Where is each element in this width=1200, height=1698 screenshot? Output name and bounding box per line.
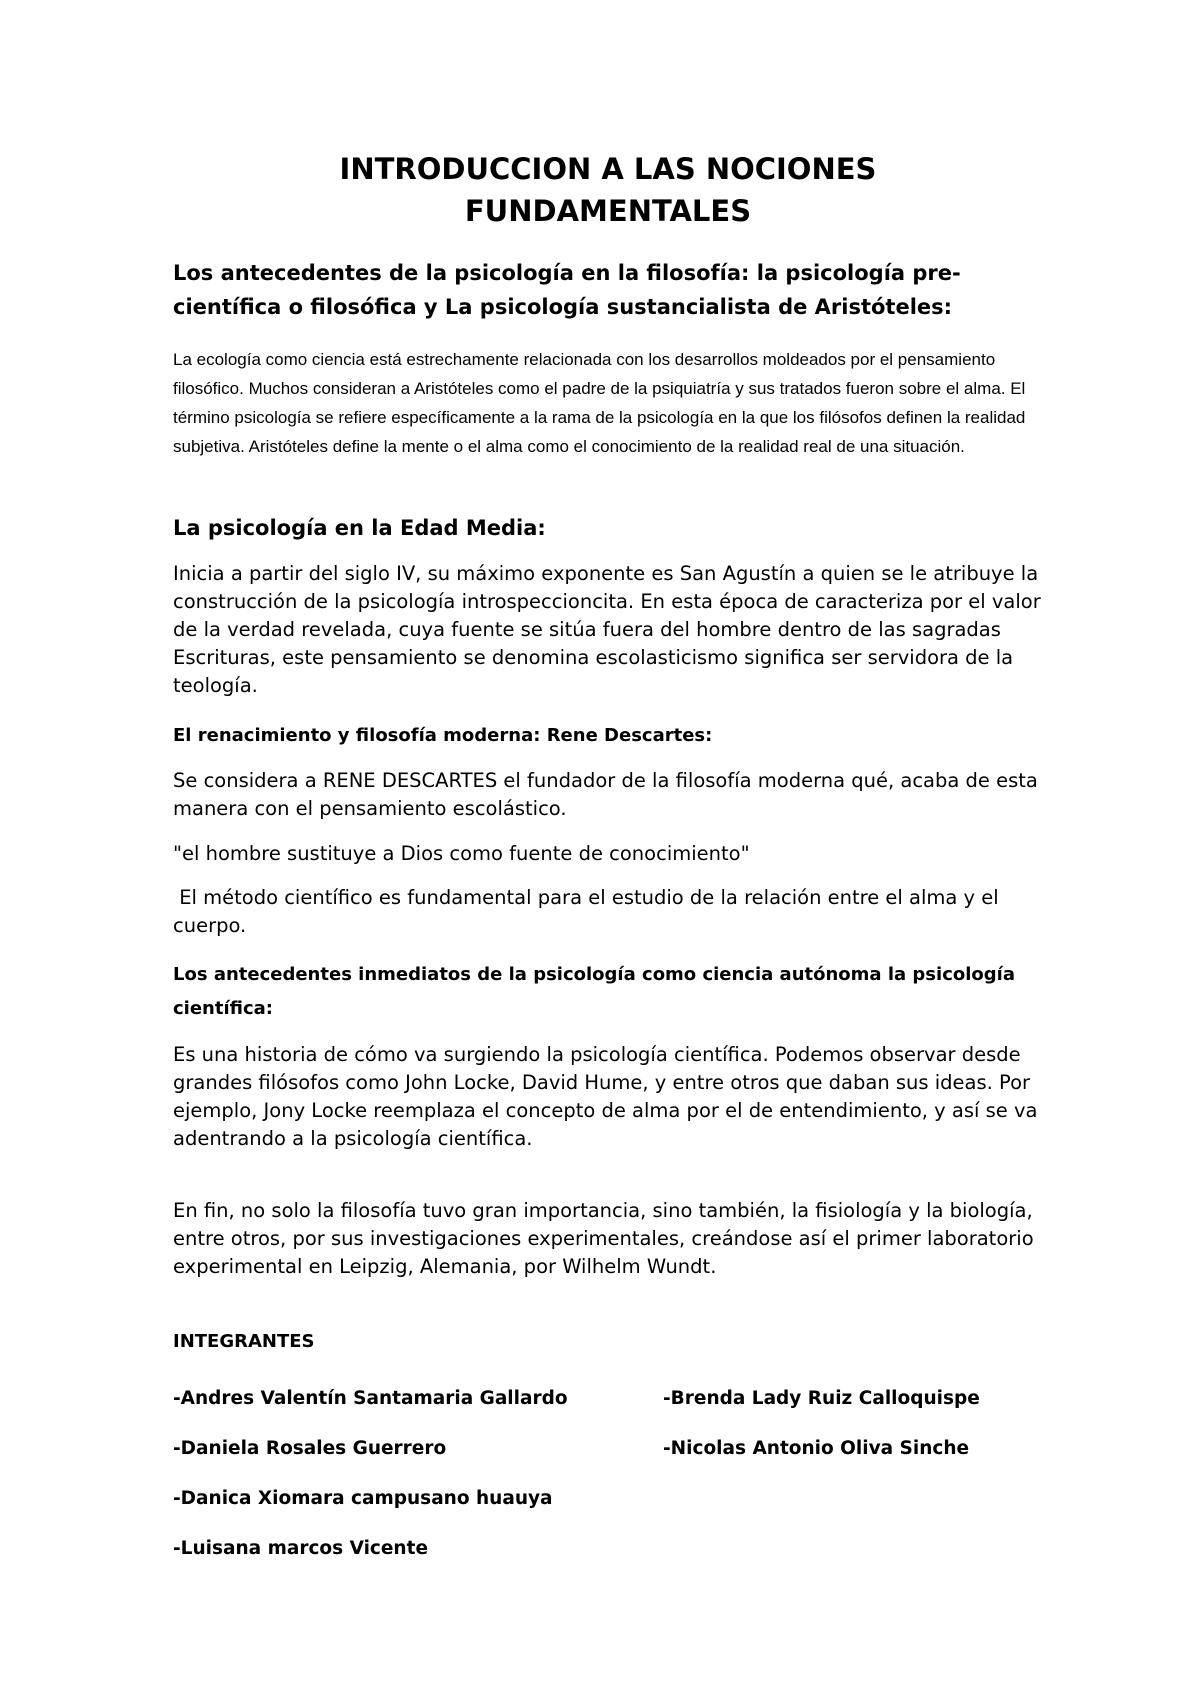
- section-heading-antecedentes-filosofia: Los antecedentes de la psicología en la filosofía: la psicología pre-científica o filosófica y La psicología sustancialista de Aristóteles:: [173, 261, 961, 319]
- paragraph-aristoteles: La ecología como ciencia está estrechamente relacionada con los desarrollos moldeados por el pensamiento filosófico. Muchos consideran a Aristóteles como el padre de la psiquiatría y sus tratados fueron sobre el alma. El término psicología se refiere específicamente a la rama de la psicología en la que los filósofos definen la realidad subjetiva. Aristóteles define la mente o el alma como el conocimiento de la realidad real de una situación.: [173, 350, 1026, 456]
- member-name: -Daniela Rosales Guerrero: [173, 1438, 447, 1459]
- section-heading-psicologia-cientifica: Los antecedentes inmediatos de la psicología como ciencia autónoma la psicología científica:: [173, 964, 1015, 1019]
- paragraph-descartes-fundador: Se considera a RENE DESCARTES el fundador de la filosofía moderna qué, acaba de esta manera con el pensamiento escolástico.: [173, 769, 1038, 820]
- member-name: -Danica Xiomara campusano huauya: [173, 1488, 553, 1509]
- member-name: -Andres Valentín Santamaria Gallardo: [173, 1388, 568, 1409]
- paragraph-metodo-cientifico: El método científico es fundamental para el estudio de la relación entre el alma y el cuerpo.: [173, 886, 1005, 937]
- section-heading-descartes: El renacimiento y filosofía moderna: Rene Descartes:: [173, 725, 713, 746]
- member-name: -Nicolas Antonio Oliva Sinche: [663, 1438, 970, 1459]
- member-name: -Brenda Lady Ruiz Calloquispe: [663, 1388, 980, 1409]
- paragraph-edad-media: Inicia a partir del siglo IV, su máximo exponente es San Agustín a quien se le atribuye la construcción de la psicología introspeccioncita. En esta época de caracteriza por el valor de la verdad revelada, cuya fuente se sitúa fuera del hombre dentro de las sagradas Escrituras, este pensamiento se denomina escolasticismo significa ser servidora de la teología.: [173, 562, 1041, 697]
- paragraph-descartes-quote: "el hombre sustituye a Dios como fuente de conocimiento": [173, 842, 750, 865]
- title-line-1: INTRODUCCION A LAS NOCIONES: [339, 152, 877, 186]
- members-heading: INTEGRANTES: [173, 1331, 315, 1352]
- paragraph-wundt: En fin, no solo la filosofía tuvo gran importancia, sino también, la fisiología y la biología, entre otros, por sus investigaciones experimentales, creándose así el primer laboratorio experimental en Leipzig, Alemania, por Wilhelm Wundt.: [173, 1199, 1034, 1278]
- section-heading-edad-media: La psicología en la Edad Media:: [173, 516, 546, 540]
- document-title: [173, 148, 1043, 232]
- paragraph-historia-psicologia: Es una historia de cómo va surgiendo la psicología científica. Podemos observar desde grandes filósofos como John Locke, David Hume, y entre otros que daban sus ideas. Por ejemplo, Jony Locke reemplaza el concepto de alma por el de entendimiento, y así se va adentrando a la psicología científica.: [173, 1043, 1038, 1150]
- member-name: -Luisana marcos Vicente: [173, 1538, 428, 1559]
- document-page: [173, 0, 1043, 1698]
- title-line-2: FUNDAMENTALES: [464, 194, 752, 228]
- members-list: [173, 1384, 1053, 1604]
